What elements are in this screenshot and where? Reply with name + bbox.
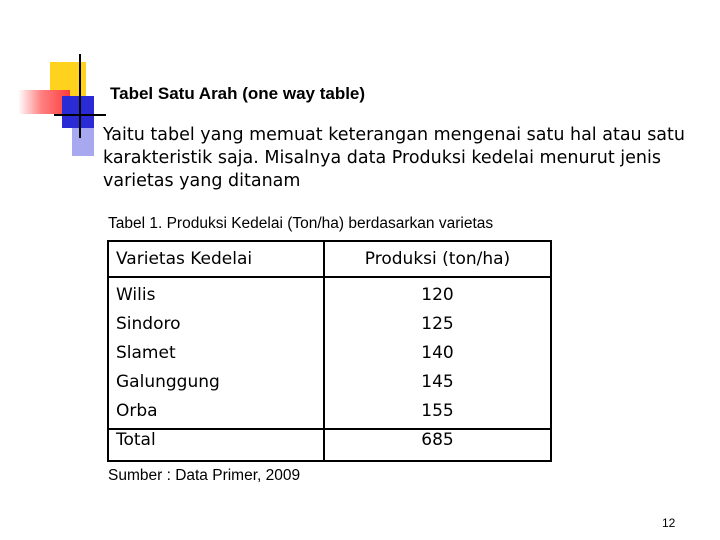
- variety-cell: Wilis: [116, 285, 156, 305]
- header-variety: Varietas Kedelai: [108, 241, 324, 277]
- table-body-row: [108, 277, 551, 429]
- decor-blue-square: [62, 96, 94, 128]
- source-note: Sumber : Data Primer, 2009: [108, 467, 301, 484]
- table-header-row: [108, 241, 551, 277]
- variety-cell: Slamet: [116, 343, 176, 363]
- total-value: 685: [324, 429, 551, 461]
- decor-lightblue-square: [72, 128, 94, 156]
- production-table: [107, 240, 552, 462]
- header-production: Produksi (ton/ha): [324, 241, 551, 277]
- production-cell: 155: [421, 401, 454, 421]
- variety-cell: Galunggung: [116, 372, 220, 392]
- production-cell: 145: [421, 372, 454, 392]
- body-line: Yaitu tabel yang memuat keterangan mengenai satu hal atau satu: [103, 125, 685, 145]
- production-cell: 125: [421, 314, 454, 334]
- body-line: karakteristik saja. Misalnya data Produksi kedelai menurut jenis: [103, 148, 661, 168]
- body-line: varietas yang ditanam: [103, 171, 301, 191]
- variety-cell: Sindoro: [116, 314, 181, 334]
- production-cell: 120: [421, 285, 454, 305]
- variety-column: [108, 277, 324, 429]
- table-total-row: [108, 429, 551, 461]
- production-column: [324, 277, 551, 429]
- decor-horizontal-line: [54, 114, 106, 116]
- page-number: 12: [662, 516, 676, 530]
- slide-body-text: [103, 124, 703, 193]
- variety-cell: Orba: [116, 401, 158, 421]
- decor-vertical-line: [79, 54, 81, 138]
- production-cell: 140: [421, 343, 454, 363]
- total-label: Total: [108, 429, 324, 461]
- table-caption: Tabel 1. Produksi Kedelai (Ton/ha) berdasarkan varietas: [108, 215, 494, 232]
- slide-title: Tabel Satu Arah (one way table): [110, 84, 366, 103]
